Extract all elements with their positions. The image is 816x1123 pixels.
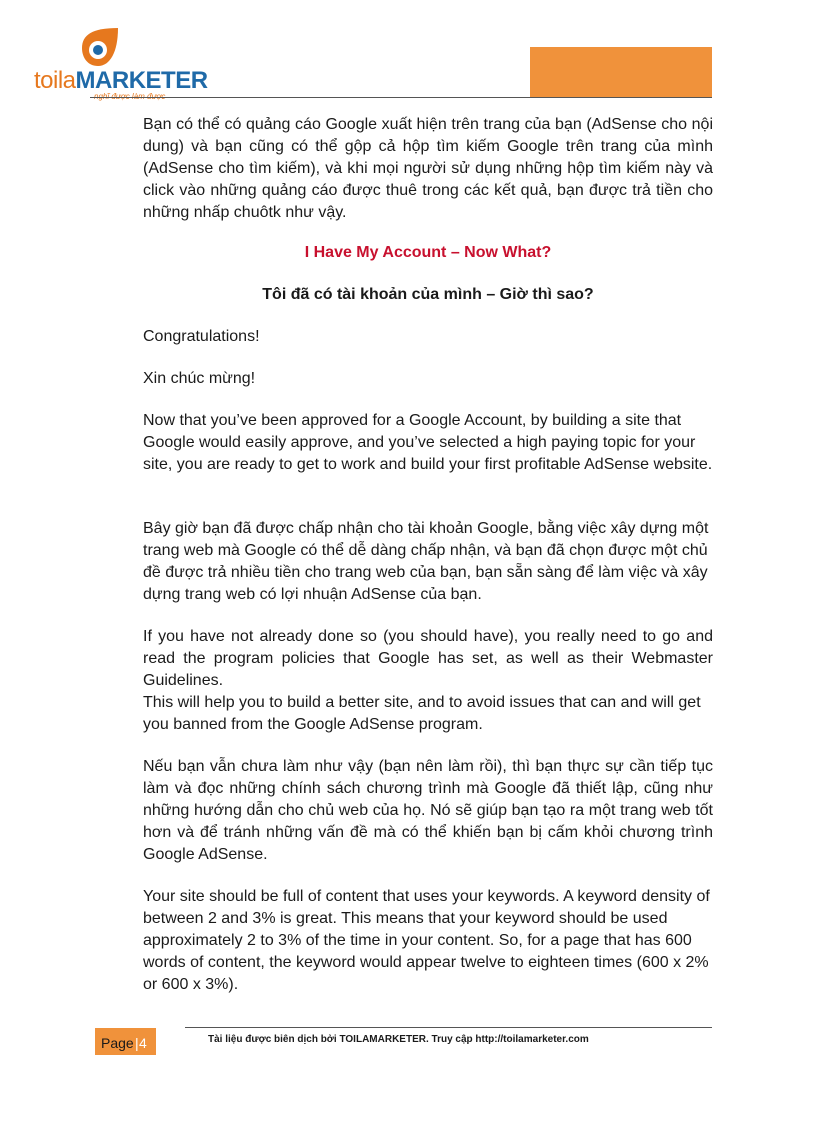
page-number: 4 — [139, 1035, 147, 1051]
heading-en: I Have My Account – Now What? — [304, 244, 552, 261]
header-divider — [90, 97, 712, 98]
logo-leaf-icon — [78, 26, 122, 68]
logo — [34, 26, 208, 104]
paragraph-congrats-vi: Xin chúc mừng! — [143, 370, 256, 387]
header-accent-box — [530, 47, 712, 97]
paragraph-congrats-en: Congratulations! — [143, 328, 260, 345]
logo-wordmark: toilaMARKETER — [34, 67, 208, 94]
paragraph-approved-en: Now that you’ve been approved for a Google Account, by building a site that Google would easily approve, and you’ve selected a high paying topic for your site, you are ready to get to work and build your first profitable AdSense website. — [143, 412, 713, 473]
page-number-badge — [95, 1028, 156, 1055]
paragraph-policies-vi: Nếu bạn vẫn chưa làm như vậy (bạn nên làm rồi), thì bạn thực sự cần tiếp tục làm và đọc những chính sách chương trình mà Google đã thiết lập, cũng như những hướng dẫn cho chủ web của họ. Nó sẽ giúp bạn tạo ra một trang web tốt hơn và để tránh những vấn đề mà có thể khiến bạn bị cấm khỏi chương trình Google AdSense. — [143, 758, 713, 863]
footer-divider — [185, 1027, 712, 1028]
page-content — [143, 114, 713, 996]
paragraph-approved-vi: Bây giờ bạn đã được chấp nhận cho tài khoản Google, bằng việc xây dựng một trang web mà Google có thể dễ dàng chấp nhận, và bạn đã chọn được một chủ đề được trả nhiều tiền cho trang web của bạn, bạn sẵn sàng để làm việc và xây dựng trang web có lợi nhuận AdSense của bạn. — [143, 520, 709, 603]
page-separator: | — [135, 1035, 139, 1051]
paragraph-policies-en-1: If you have not already done so (you should have), you really need to go and read the program policies that Google has set, as well as their Webmaster Guidelines. — [143, 628, 713, 689]
paragraph-keywords-en: Your site should be full of content that uses your keywords. A keyword density of between 2 and 3% is great. This means that your keyword should be used approximately 2 to 3% of the time in your content. So, for a page that has 600 words of content, the keyword would appear twelve to eighteen times (600 x 2% or 600 x 3%). — [143, 888, 710, 993]
paragraph-adsense-vi: Bạn có thể có quảng cáo Google xuất hiện trên trang của bạn (AdSense cho nội dung) và bạn cũng có thể gộp cả hộp tìm kiếm Google trên trang của mình (AdSense cho tìm kiếm), và khi mọi người sử dụng những hộp tìm kiếm này và click vào những quảng cáo được thuê trong các kết quả, bạn được trả tiền cho những nhấp chuôtk như vậy. — [143, 116, 713, 221]
heading-vi: Tôi đã có tài khoản của mình – Giờ thì sao? — [262, 286, 594, 303]
footer-note: Tài liệu được biên dịch bởi TOILAMARKETER. Truy cập http://toilamarketer.com — [208, 1034, 589, 1045]
page-label: Page — [101, 1035, 134, 1051]
paragraph-policies-en-2: This will help you to build a better site, and to avoid issues that can and will get you banned from the Google AdSense program. — [143, 694, 701, 733]
